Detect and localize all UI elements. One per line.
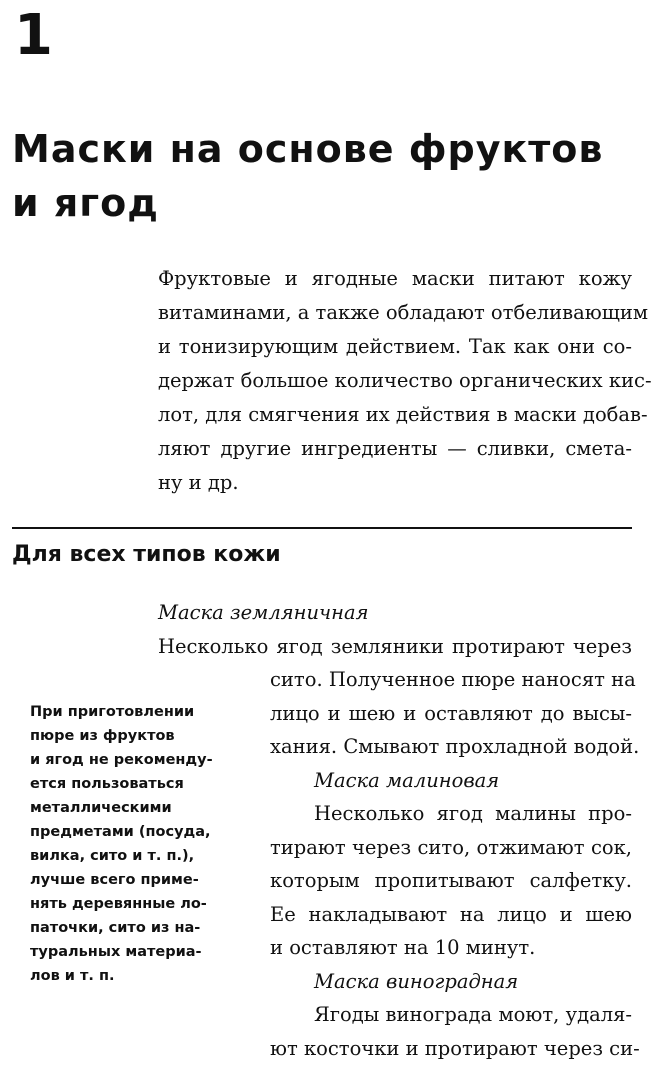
side-note-line: При приготовлении [30, 700, 245, 724]
recipe-title-raspberry: Маска малиновая [158, 764, 632, 798]
body-line: Ее накладывают на лицо и шею [158, 898, 632, 932]
section-divider [12, 527, 632, 529]
intro-paragraph [158, 262, 632, 500]
recipe-title-strawberry: Маска земляничная [158, 596, 632, 630]
side-note-line: паточки, сито из на- [30, 916, 245, 940]
intro-line: держат большое количество органических кис- [158, 364, 632, 398]
intro-line: Фруктовые и ягодные маски питают кожу [158, 262, 632, 296]
intro-line: лот, для смягчения их действия в маски добав- [158, 398, 632, 432]
body-line: хания. Смывают прохладной водой. [158, 730, 632, 764]
side-note-line: туральных материа- [30, 940, 245, 964]
body-line: сито. Полученное пюре наносят на [158, 663, 632, 697]
intro-line: ну и др. [158, 466, 632, 500]
body-line: которым пропитывают салфетку. [158, 864, 632, 898]
body-line: ют косточки и протирают через си- [158, 1032, 632, 1065]
body-line: Несколько ягод земляники протирают через [158, 630, 632, 664]
intro-line: витаминами, а также обладают отбеливающим [158, 296, 632, 330]
side-note-line: ется пользоваться [30, 772, 245, 796]
chapter-title-line: и ягод [12, 176, 642, 230]
side-note-line: металлическими [30, 796, 245, 820]
intro-line: ляют другие ингредиенты — сливки, смета- [158, 432, 632, 466]
side-note-line: лучше всего приме- [30, 868, 245, 892]
body-line: Ягоды винограда моют, удаля- [158, 998, 632, 1032]
side-note-line: лов и т. п. [30, 964, 245, 988]
body-line: и оставляют на 10 минут. [158, 931, 632, 965]
recipes-text [158, 596, 632, 1065]
body-line: лицо и шею и оставляют до высы- [158, 697, 632, 731]
chapter-number: 1 [14, 8, 53, 64]
body-line: тирают через сито, отжимают сок, [158, 831, 632, 865]
side-note-line: предметами (посуда, [30, 820, 245, 844]
recipe-title-grape: Маска виноградная [158, 965, 632, 999]
side-note-line: и ягод не рекоменду- [30, 748, 245, 772]
intro-line: и тонизирующим действием. Так как они со- [158, 330, 632, 364]
side-note-line: нять деревянные ло- [30, 892, 245, 916]
chapter-title-line: Маски на основе фруктов [12, 122, 642, 176]
chapter-title [12, 122, 642, 230]
side-note-line: вилка, сито и т. п.), [30, 844, 245, 868]
body-line: Несколько ягод малины про- [158, 797, 632, 831]
section-heading: Для всех типов кожи [12, 540, 281, 570]
side-note-line: пюре из фруктов [30, 724, 245, 748]
